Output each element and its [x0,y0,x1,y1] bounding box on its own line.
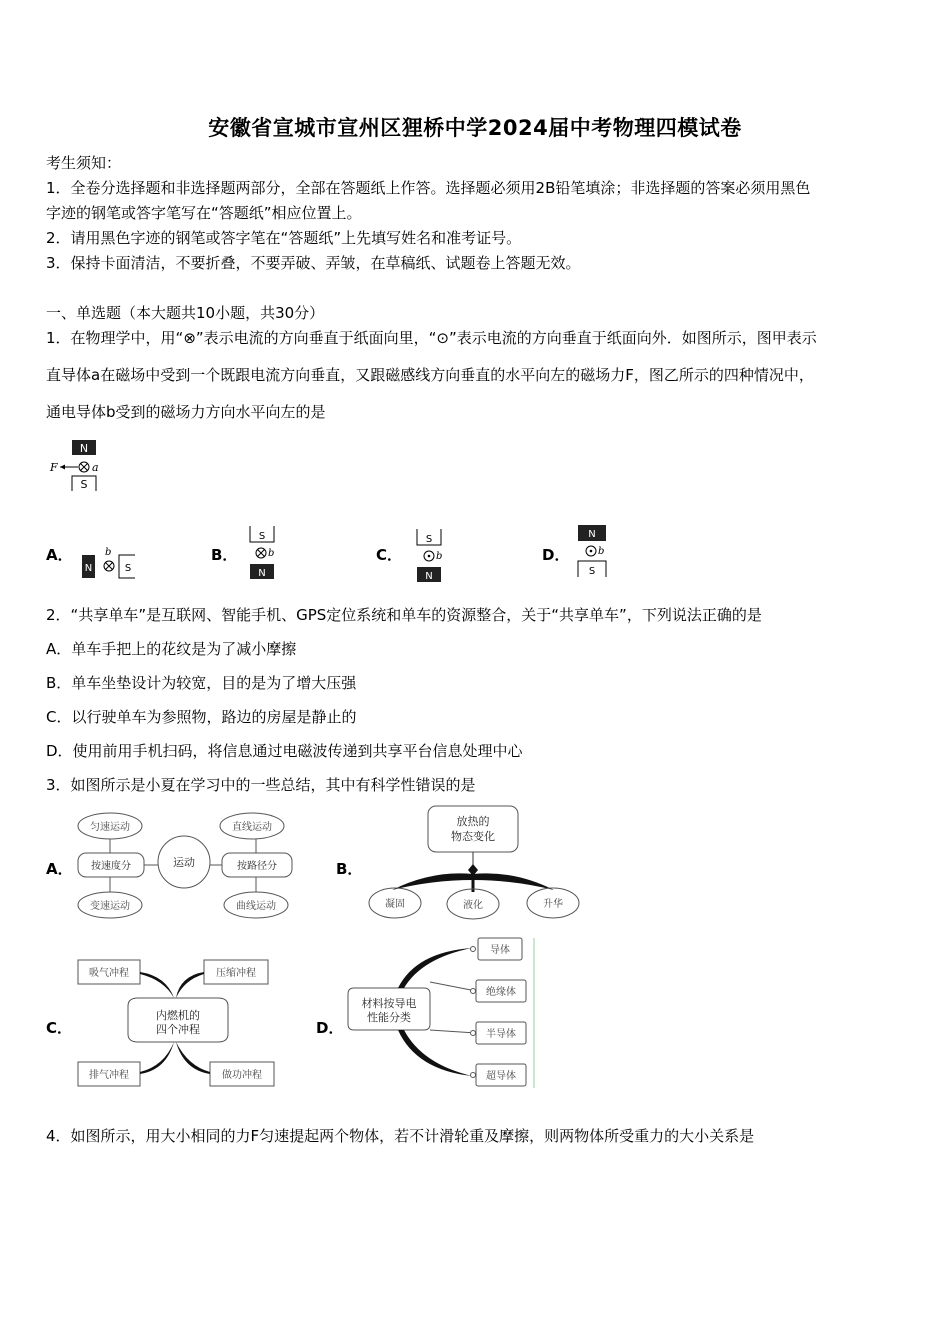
q3-option-d-mindmap [342,936,542,1090]
q3-option-b-mindmap [362,804,588,924]
north-label: N [588,529,596,540]
node-power-stroke: 做功冲程 [222,1070,262,1081]
south-label: S [124,563,132,574]
force-label: F [50,461,58,474]
node-uniform-motion: 匀速运动 [90,822,130,833]
q2-stem: 2．“共享单车”是互联网、智能手机、GPS定位系统和单车的资源整合，关于“共享单车”，下列说法正确的是 [46,606,762,624]
conductor-label: a [92,461,99,474]
south-label: S [588,566,596,577]
top-node-line2: 物态变化 [451,830,495,843]
wire-label: b [268,548,275,559]
north-label: N [425,571,433,582]
q1-option-c-figure [408,527,458,585]
q1-stem-line2: 直导体a在磁场中受到一个既跟电流方向垂直，又跟磁感线方向垂直的水平向左的磁场力F，图乙所示的四种情况中， [46,366,814,384]
q1-stem-line1: 1．在物理学中，用“⊗”表示电流的方向垂直于纸面向里，“⊙”表示电流的方向垂直于纸面向外．如图所示，图甲表示 [46,329,817,347]
south-label: S [80,478,88,491]
page-title: 安徽省宣城市宣州区狸桥中学2024届中考物理四模试卷 [208,116,742,140]
q2-option-b[interactable]: B．单车坐垫设计为较宽，目的是为了增大压强 [46,674,357,692]
node-conductor: 导体 [490,945,510,956]
force-arrowhead [60,465,65,470]
node-solidification: 凝固 [385,899,405,910]
wire-label: b [436,551,443,562]
notice-item: 字迹的钢笔或答字笔写在“答题纸”相应位置上。 [46,204,362,222]
q1-figure-main [46,436,116,496]
node-semiconductor: 半导体 [486,1029,516,1040]
q2-option-c[interactable]: C．以行驶单车为参照物，路边的房屋是静止的 [46,708,357,726]
node-linear-motion: 直线运动 [232,822,272,833]
q2-option-d[interactable]: D．使用前用手机扫码，将信息通过电磁波传递到共享平台信息处理中心 [46,742,523,760]
node-center: 运动 [173,856,195,869]
q1-option-d-label[interactable]: D． [542,546,570,564]
q1-option-a-figure [78,542,140,582]
q3-option-b-label[interactable]: B． [336,860,363,878]
node-intake-stroke: 吸气冲程 [89,968,129,979]
top-node-line1: 放热的 [456,815,490,828]
q1-option-a-label[interactable]: A． [46,546,73,564]
q3-stem: 3．如图所示是小夏在学习中的一些总结，其中有科学性错误的是 [46,776,476,794]
q1-option-c-label[interactable]: C． [376,546,403,564]
center-line1: 材料按导电 [361,997,417,1010]
node-liquefaction: 液化 [463,900,483,911]
q4-stem: 4．如图所示，用大小相同的力F匀速提起两个物体，若不计滑轮重及摩擦，则两物体所受重力的大小关系是 [46,1127,755,1145]
q1-stem-line3: 通电导体b受到的磁场力方向水平向左的是 [46,403,326,421]
node-insulator: 绝缘体 [486,987,516,998]
q3-option-a-label[interactable]: A． [46,860,73,878]
q2-option-a[interactable]: A．单车手把上的花纹是为了减小摩擦 [46,640,297,658]
q3-option-a-mindmap [72,806,304,924]
node-compression-stroke: 压缩冲程 [216,968,256,979]
q1-option-b-label[interactable]: B． [211,546,238,564]
q1-option-b-figure [240,524,290,584]
center-line1: 内燃机的 [156,1009,200,1022]
wire-label: b [105,547,112,558]
wire-label: b [598,546,605,557]
top-node-box [428,806,518,852]
south-label: S [425,534,433,545]
notice-heading: 考生须知： [46,154,122,172]
q3-option-c-label[interactable]: C． [46,1019,73,1037]
q1-option-d-figure [570,522,620,582]
node-exhaust-stroke: 排气冲程 [89,1070,129,1081]
node-by-speed: 按速度分 [91,861,131,872]
center-line2: 性能分类 [367,1011,411,1024]
node-by-path: 按路径分 [237,861,277,872]
node-curved-motion: 曲线运动 [236,901,276,912]
notice-item: 2．请用黑色字迹的钢笔或答字笔在“答题纸”上先填写姓名和准考证号。 [46,229,522,247]
north-label: N [84,563,93,574]
node-sublimation: 升华 [543,899,563,910]
q3-option-c-mindmap [74,954,280,1090]
q3-option-d-label[interactable]: D． [316,1019,344,1037]
north-label: N [258,568,266,579]
center-line2: 四个冲程 [156,1023,200,1036]
node-superconductor: 超导体 [486,1071,516,1082]
north-label: N [79,442,89,455]
node-variable-motion: 变速运动 [90,901,130,912]
notice-item: 3．保持卡面清洁，不要折叠，不要弄破、弄皱，在草稿纸、试题卷上答题无效。 [46,254,581,272]
section-heading: 一、单选题（本大题共10小题，共30分） [46,304,325,322]
notice-item: 1．全卷分选择题和非选择题两部分，全部在答题纸上作答。选择题必须用2B铅笔填涂；非选择题的答案必须用黑色 [46,179,811,197]
south-label: S [258,531,266,542]
